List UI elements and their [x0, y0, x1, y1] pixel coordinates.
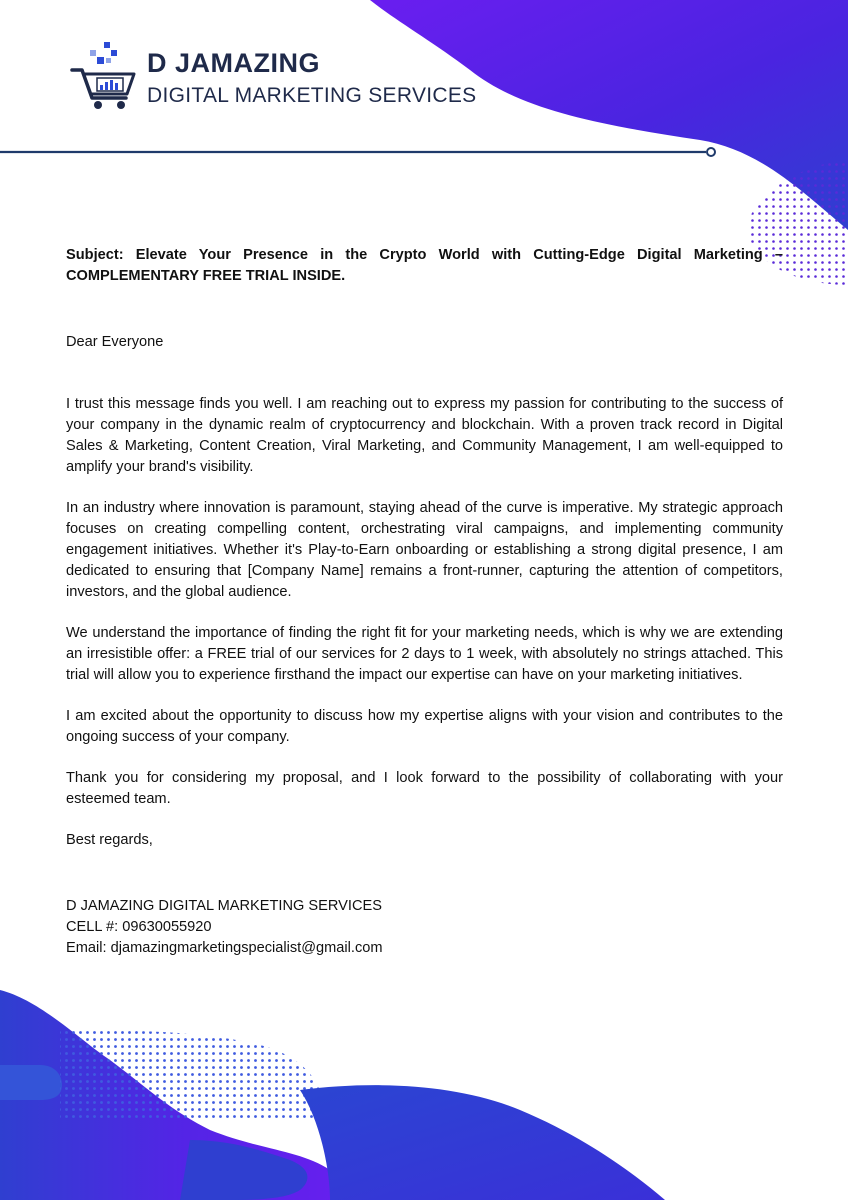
signature-name: D JAMAZING DIGITAL MARKETING SERVICES: [66, 898, 382, 914]
bottom-left-dots: [60, 1030, 322, 1120]
letter-paragraph: I trust this message finds you well. I am reaching out to express my passion for contributing to the success of your company in the dynamic realm of cryptocurrency and blockchain. With a proven track record in Digital Sales & Marketing, Content Creation, Viral Marketing, and Community Management, I am well-equipped to amplify your brand's visibility.: [66, 396, 783, 475]
signature-cell: CELL #: 09630055920: [66, 919, 212, 935]
letter-greeting: Dear Everyone: [66, 334, 164, 350]
letter-closing: Best regards,: [66, 832, 153, 848]
letter-paragraph: Thank you for considering my proposal, and I look forward to the possibility of collaborating with your esteemed team.: [66, 770, 783, 807]
letter-paragraph: In an industry where innovation is paramount, staying ahead of the curve is imperative. My strategic approach focuses on creating compelling content, orchestrating viral campaigns, and implementing community engagement initiatives. Whether it's Play-to-Earn onboarding or establishing a strong digital presence, I am dedicated to ensuring that [Company Name] remains a front-runner, capturing the attention of competitors, investors, and the global audience.: [66, 500, 783, 600]
letter-paragraph: We understand the importance of finding the right fit for your marketing needs, which is why we are extending an irresistible offer: a FREE trial of our services for 2 days to 1 week, with absolutely no strings attached. This trial will allow you to experience firsthand the impact our expertise can have on your marketing initiatives.: [66, 625, 783, 683]
company-tagline: DIGITAL MARKETING SERVICES: [147, 84, 477, 107]
bottom-right-wave: [300, 1085, 665, 1200]
company-name: D JAMAZING: [147, 48, 320, 78]
signature-email: Email: djamazingmarketingspecialist@gmail.com: [66, 940, 383, 956]
letter-subject: Subject: Elevate Your Presence in the Crypto World with Cutting-Edge Digital Marketing – COMPLEMENTARY FREE TRIAL INSIDE.: [66, 247, 783, 284]
letter-body: [66, 245, 783, 959]
letter-paragraph: I am excited about the opportunity to discuss how my expertise aligns with your vision and contributes to the ongoing success of your company.: [66, 708, 783, 745]
